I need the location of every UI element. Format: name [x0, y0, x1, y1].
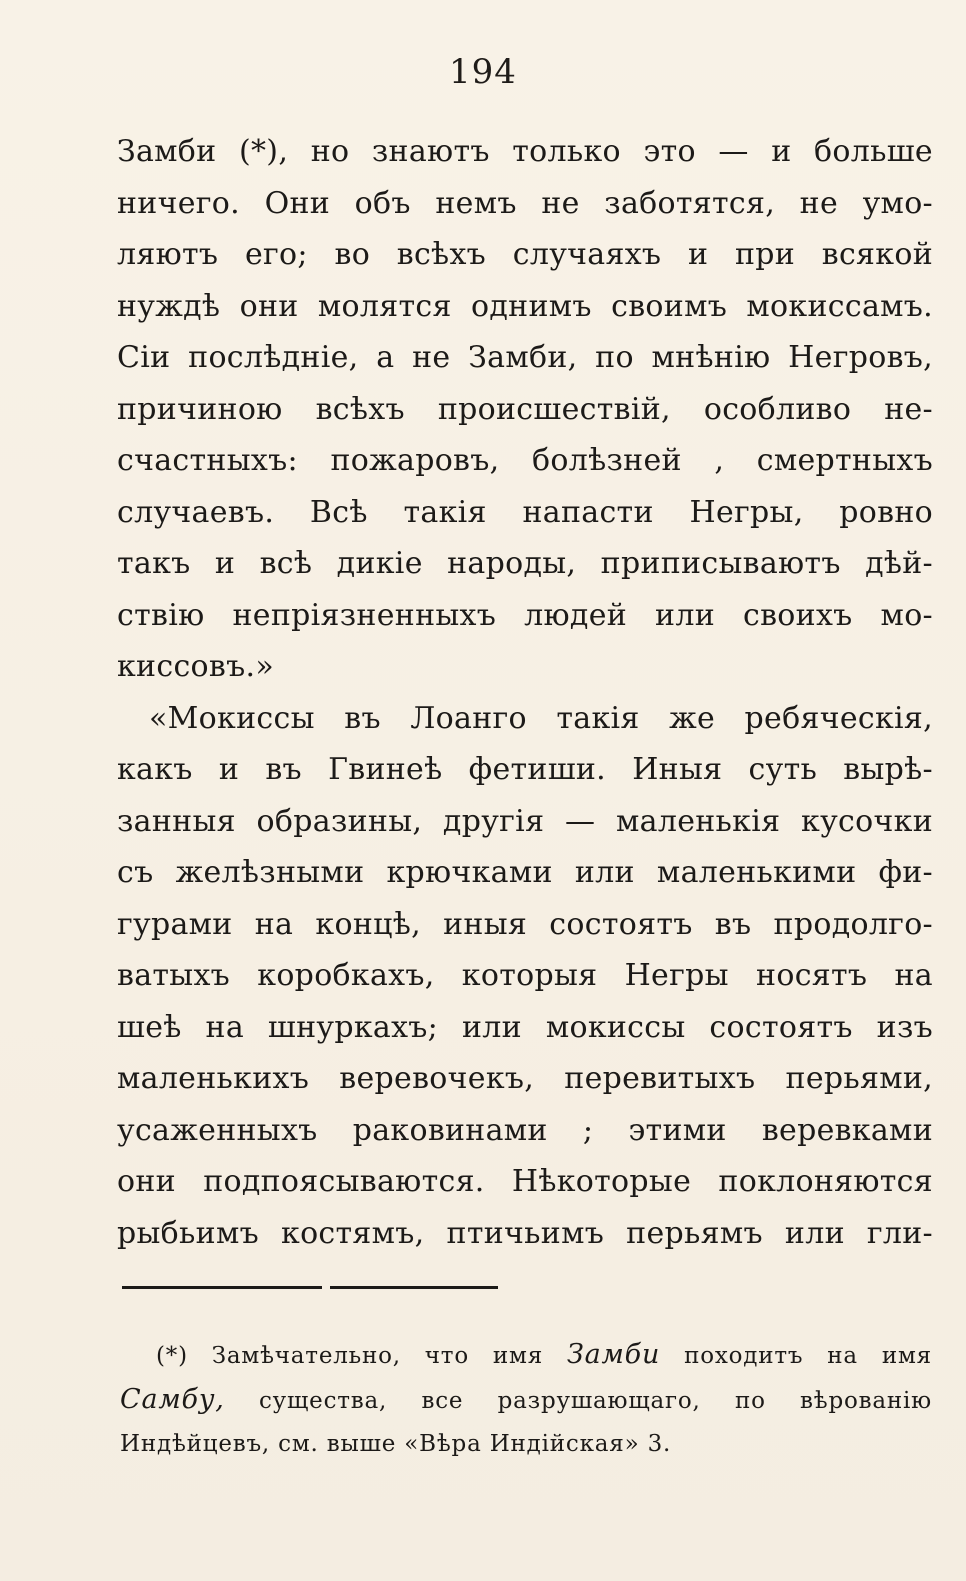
footnote-line	[120, 1377, 932, 1422]
text-line: усаженныхъ раковинами ; этими веревками	[117, 1112, 933, 1148]
footnote	[120, 1332, 932, 1467]
text-line: ствію непріязненныхъ людей или своихъ мо-	[117, 597, 933, 633]
footnote-rule	[330, 1286, 498, 1289]
text-line: счастныхъ: пожаровъ, болѣзней , смертныхъ	[117, 443, 933, 478]
text-line: они подпоясываются. Нѣкоторые поклоняются	[117, 1164, 933, 1199]
text-line: причиною всѣхъ происшествій, особливо не-	[117, 391, 933, 427]
page-number: 194	[449, 52, 517, 92]
text-line: случаевъ. Всѣ такія напасти Негры, ровно	[117, 494, 933, 530]
footnote-line: Индѣйцевъ, см. выше «Вѣра Индійская» 3.	[120, 1431, 672, 1457]
text-line: Замби (*), но знаютъ только это — и больше	[117, 134, 933, 169]
text-line: рыбьимъ костямъ, птичьимъ перьямъ или гли-	[117, 1215, 933, 1251]
footnote-italic: Замби	[566, 1339, 661, 1370]
text-line: шеѣ на шнуркахъ; или мокиссы состоятъ изъ	[117, 1009, 933, 1045]
footnote-italic: Самбу,	[120, 1384, 225, 1415]
text-line: ляютъ его; во всѣхъ случаяхъ и при всякой	[117, 237, 933, 272]
footnote-text: (*) Замѣчательно, что имя	[156, 1343, 544, 1369]
text-line: гурами на концѣ, иныя состоятъ въ продолго-	[117, 906, 933, 942]
text-line: съ желѣзными крючками или маленькими фи-	[117, 855, 933, 890]
text-line: киссовъ.»	[117, 649, 274, 684]
footnote-text: существа, все разрушающаго, по вѣрованію	[258, 1388, 932, 1414]
text-line: Сіи послѣдніе, а не Замби, по мнѣнію Негровъ,	[117, 340, 933, 375]
footnote-rule	[122, 1286, 322, 1289]
text-line: такъ и всѣ дикіе народы, приписываютъ дѣй-	[117, 546, 933, 581]
text-line: нуждѣ они молятся однимъ своимъ мокиссамъ.	[117, 288, 933, 324]
text-line: ничего. Они объ немъ не заботятся, не умо-	[117, 185, 933, 221]
text-line: занныя образины, другія — маленькія кусочки	[117, 803, 933, 839]
text-line: ватыхъ коробкахъ, которыя Негры носятъ на	[117, 958, 933, 993]
text-line: «Мокиссы въ Лоанго такія же ребяческія,	[149, 700, 933, 736]
text-line: какъ и въ Гвинеѣ фетиши. Иныя суть вырѣ-	[117, 752, 933, 787]
body-text	[117, 126, 933, 1259]
text-line: маленькихъ веревочекъ, перевитыхъ перьями,	[117, 1061, 933, 1096]
footnote-line	[120, 1332, 932, 1377]
footnote-text: походитъ на имя	[684, 1343, 932, 1369]
